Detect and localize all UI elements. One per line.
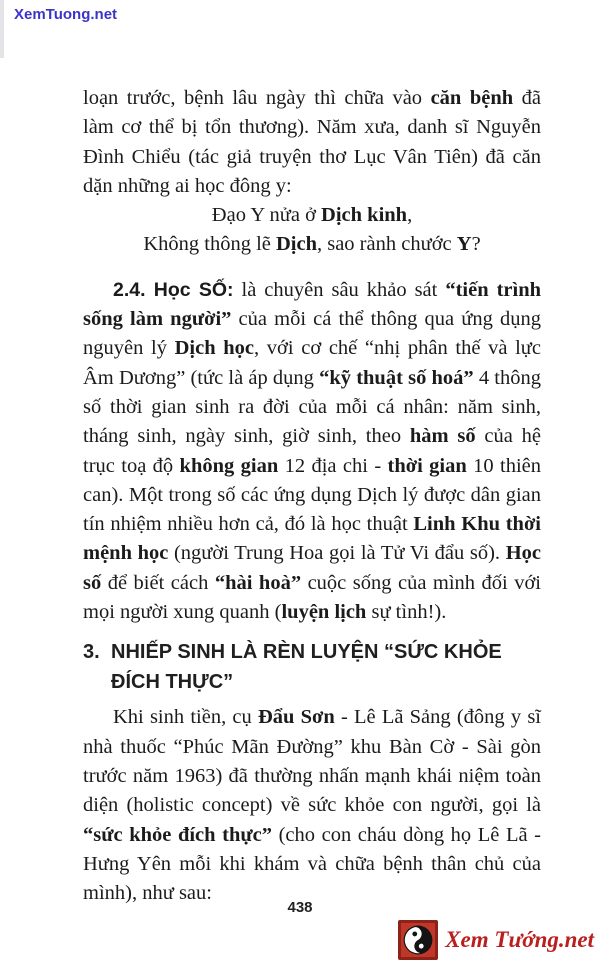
site-watermark-link[interactable]: XemTuong.net <box>14 6 118 23</box>
yinyang-icon <box>398 920 438 960</box>
logo-text: Xem Tướng.net <box>445 927 594 952</box>
verse-line-1: Đạo Y nửa ở Dịch kinh, <box>211 204 413 227</box>
paragraph-nhiep-sinh: Khi sinh tiền, cụ Đẩu Sơn - Lê Lã Sảng (đông y sĩ nhà thuốc “Phúc Mãn Đường” khu Bàn Cờ - Sài gòn trước năm 1963) đã thường nhấn mạnh khái niệm toàn diện (holistic concept) về sức khỏe con người, gọi là “sức khỏe đích thực” (cho con cháu dòng họ Lê Lã - Hưng Yên mỗi khi khám và chữa bệnh thân chủ của mình), như sau: <box>83 706 541 905</box>
section-title: NHIẾP SINH LÀ RÈN LUYỆN “SỨC KHỎE ĐÍCH THỰC” <box>111 641 502 694</box>
xemtuong-logo[interactable] <box>398 920 594 960</box>
section-number: 3. <box>83 641 100 664</box>
scan-edge-artifact <box>0 0 4 58</box>
page-number: 438 <box>287 899 313 916</box>
book-page-text <box>83 84 541 908</box>
verse-line-2: Không thông lẽ Dịch, sao rành chước Y? <box>143 233 481 256</box>
paragraph-2-4-hoc-so: 2.4. Học SỐ: là chuyên sâu khảo sát “tiến trình sống làm người” của mỗi cá thể thông qua ứng dụng nguyên lý Dịch học, với cơ chế “nhị phân thế và lực Âm Dương” (tức là áp dụng “kỹ thuật số hoá” 4 thông số thời gian sinh ra đời của mỗi cá nhân: năm sinh, tháng sinh, ngày sinh, giờ sinh, theo hàm số của hệ trục toạ độ không gian 12 địa chi - thời gian 10 thiên can). Một trong số các ứng dụng Dịch lý được dân gian tín nhiệm nhiều hơn cả, đó là học thuật Linh Khu thời mệnh học (người Trung Hoa gọi là Tử Vi đẩu số). Học số để biết cách “hài hoà” cuộc sống của mình đối với mọi người xung quanh (luyện lịch sự tình!). <box>83 278 542 624</box>
section-heading-3 <box>83 637 541 697</box>
paragraph-continued: loạn trước, bệnh lâu ngày thì chữa vào căn bệnh đã làm cơ thể bị tổn thương). Năm xưa, danh sĩ Nguyễn Đình Chiểu (tác giả truyện thơ Lục Vân Tiên) đã căn dặn những ai học đông y: <box>83 87 541 197</box>
